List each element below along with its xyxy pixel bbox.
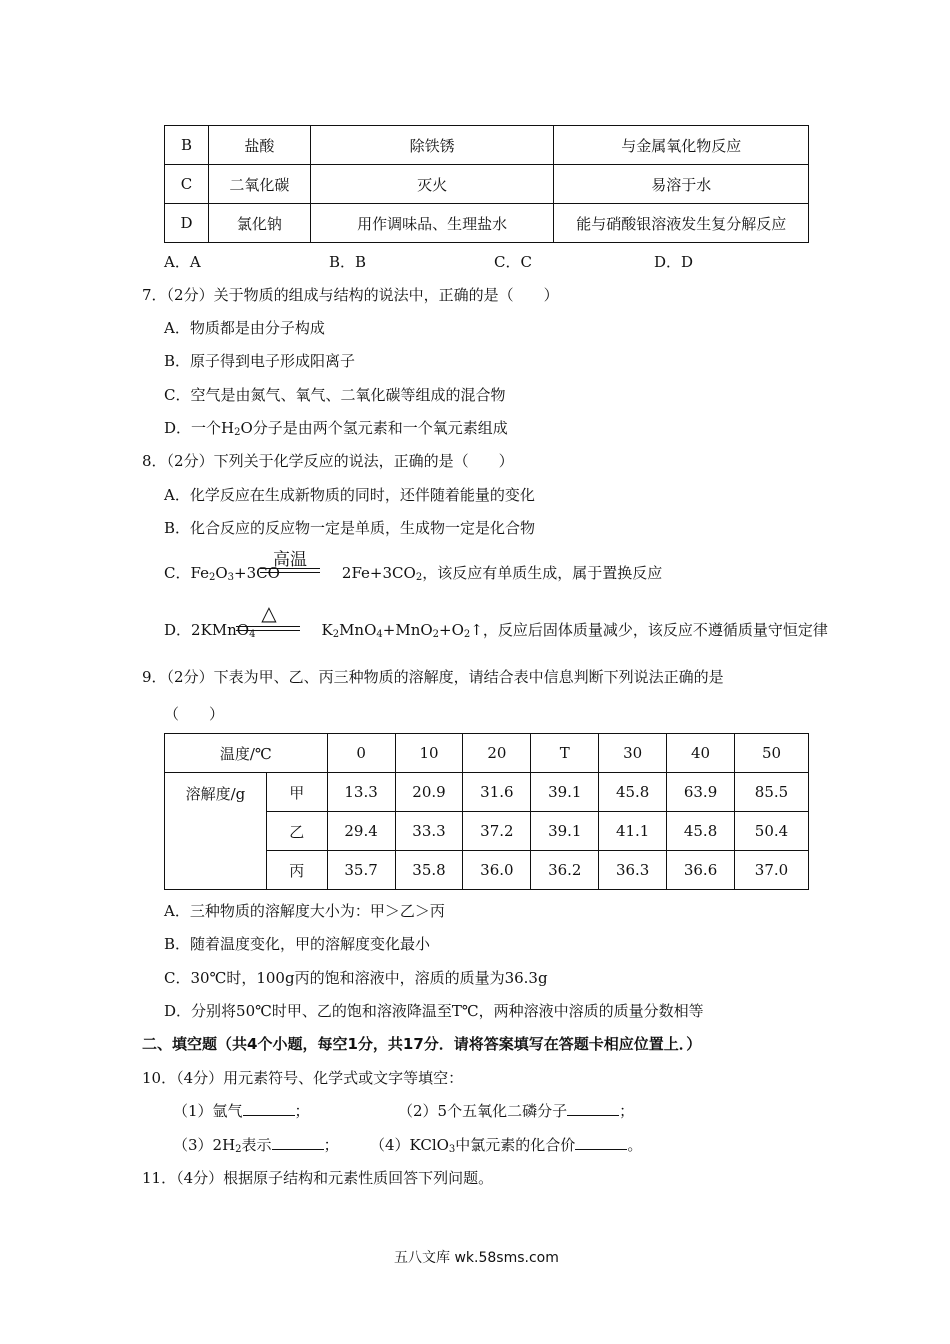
q10-p4-label: 中氯元素的化合价 <box>455 1136 576 1154</box>
q7-option-b: B．原子得到电子形成阳离子 <box>164 352 356 370</box>
value-cell: 36.6 <box>667 851 735 890</box>
equals-sign <box>260 568 320 573</box>
table-cell: D <box>165 204 209 243</box>
q10-p3-label: （3）2H <box>173 1136 236 1154</box>
substance-name: 甲 <box>266 773 327 812</box>
q9-option-d: D．分别将50℃时甲、乙的饱和溶液降温至T℃，两种溶液中溶质的质量分数相等 <box>164 1002 704 1020</box>
value-cell: 35.7 <box>327 851 395 890</box>
reaction-condition-high-temp: 高温 <box>273 550 307 570</box>
q6-option-a: A．A <box>164 253 201 271</box>
equation-left: C．$Fe_2O_3+3CO$ <box>164 564 280 583</box>
value-cell: 31.6 <box>463 773 531 812</box>
q7-option-a: A．物质都是由分子构成 <box>164 319 325 337</box>
punct: ； <box>619 1102 635 1120</box>
answer-blank[interactable] <box>272 1135 324 1150</box>
q10-part-3 <box>173 1134 339 1155</box>
section-heading: 二、填空题（共4个小题，每空1分，共17分．请将答案填写在答题卡相应位置上．） <box>142 1035 702 1053</box>
temperature-label: 温度/℃ <box>165 734 328 773</box>
q7-d-text: D．一个H <box>164 419 235 437</box>
substance-name: 乙 <box>266 812 327 851</box>
temp-cell: 40 <box>667 734 735 773</box>
temp-cell: 10 <box>395 734 463 773</box>
table-row <box>165 204 809 243</box>
temp-cell: 50 <box>735 734 809 773</box>
q9-option-c: C．30℃时，100g丙的饱和溶液中，溶质的质量为36.3g <box>164 969 548 987</box>
heat-triangle-icon: △ <box>261 601 277 625</box>
temp-cell: 30 <box>599 734 667 773</box>
table-cell: 易溶于水 <box>554 165 809 204</box>
table-cell: 能与硝酸银溶液发生复分解反应 <box>554 204 809 243</box>
q11-stem: 11．（4分）根据原子结构和元素性质回答下列问题。 <box>142 1169 494 1187</box>
equation-right: $2Fe+3CO_2$ <box>341 564 423 583</box>
table-header-row <box>165 734 809 773</box>
punct: ； <box>294 1102 310 1120</box>
table-cell: B <box>165 126 209 165</box>
q7-option-d <box>164 417 508 438</box>
footer-watermark: 五八文库 wk.58sms.com <box>394 1250 559 1266</box>
q8-option-a: A．化学反应在生成新物质的同时，还伴随着能量的变化 <box>164 486 535 504</box>
value-cell: 29.4 <box>327 812 395 851</box>
table-row <box>165 773 809 812</box>
answer-blank[interactable] <box>575 1135 627 1150</box>
subscript: 3 <box>448 1144 456 1155</box>
q9-option-a: A．三种物质的溶解度大小为：甲＞乙＞丙 <box>164 902 445 920</box>
q7-d-text: O分子是由两个氢元素和一个氧元素组成 <box>240 419 508 437</box>
q8-c-text: ，该反应有单质生成，属于置换反应 <box>422 564 663 582</box>
q6-option-c: C．C <box>494 253 532 271</box>
answer-blank[interactable] <box>243 1101 295 1116</box>
table-cell: 氯化钠 <box>208 204 310 243</box>
q6-option-b: B．B <box>329 253 367 271</box>
equation-right: $K_2MnO_4+MnO_2+O_2↑$ <box>321 621 483 640</box>
q10-part-2 <box>398 1100 634 1121</box>
table-cell: 用作调味品、生理盐水 <box>310 204 554 243</box>
subscript: 2 <box>235 1144 242 1155</box>
q10-p1-label: （1）氩气 <box>173 1102 243 1120</box>
table-cell: 与金属氧化物反应 <box>554 126 809 165</box>
value-cell: 39.1 <box>531 812 599 851</box>
value-cell: 33.3 <box>395 812 463 851</box>
punct: 。 <box>627 1136 643 1154</box>
value-cell: 45.8 <box>599 773 667 812</box>
q6-option-d: D．D <box>654 253 694 271</box>
value-cell: 45.8 <box>667 812 735 851</box>
q9-paren: （ ） <box>164 705 225 723</box>
solubility-table <box>164 733 809 890</box>
equation-left: D．2KMnO$_4$ <box>164 621 256 640</box>
q8-option-b: B．化合反应的反应物一定是单质，生成物一定是化合物 <box>164 519 536 537</box>
q7-stem: 7．（2分）关于物质的组成与结构的说法中，正确的是（ ） <box>142 286 559 304</box>
value-cell: 37.2 <box>463 812 531 851</box>
solubility-label: 溶解度/g <box>165 773 267 890</box>
table-cell: 除铁锈 <box>310 126 554 165</box>
q9-stem: 9．（2分）下表为甲、乙、丙三种物质的溶解度，请结合表中信息判断下列说法正确的是 <box>142 668 724 686</box>
value-cell: 36.3 <box>599 851 667 890</box>
q10-part-1 <box>173 1100 310 1121</box>
table-cell: 盐酸 <box>208 126 310 165</box>
value-cell: 36.2 <box>531 851 599 890</box>
value-cell: 85.5 <box>735 773 809 812</box>
q9-option-b: B．随着温度变化，甲的溶解度变化最小 <box>164 935 431 953</box>
subscript: 2 <box>234 427 241 438</box>
q8-d-text: ，反应后固体质量减少，该反应不遵循质量守恒定律 <box>482 621 828 639</box>
table-cell: C <box>165 165 209 204</box>
q8-option-c <box>164 562 662 583</box>
table-cell: 二氧化碳 <box>208 165 310 204</box>
value-cell: 39.1 <box>531 773 599 812</box>
substance-name: 丙 <box>266 851 327 890</box>
answer-blank[interactable] <box>567 1101 619 1116</box>
value-cell: 20.9 <box>395 773 463 812</box>
value-cell: 41.1 <box>599 812 667 851</box>
temp-cell: T <box>531 734 599 773</box>
temp-cell: 0 <box>327 734 395 773</box>
q7-option-c: C．空气是由氮气、氧气、二氧化碳等组成的混合物 <box>164 386 506 404</box>
value-cell: 35.8 <box>395 851 463 890</box>
q10-p2-label: （2）5个五氧化二磷分子 <box>398 1102 568 1120</box>
q10-part-4 <box>370 1134 642 1155</box>
value-cell: 36.0 <box>463 851 531 890</box>
q10-p3-label: 表示 <box>241 1136 272 1154</box>
table-cell: 灭火 <box>310 165 554 204</box>
q10-p4-label: （4）KClO <box>370 1136 449 1154</box>
q10-stem: 10．（4分）用元素符号、化学式或文字等填空： <box>142 1069 464 1087</box>
temp-cell: 20 <box>463 734 531 773</box>
table-row <box>165 165 809 204</box>
value-cell: 13.3 <box>327 773 395 812</box>
substance-use-table <box>164 125 809 243</box>
value-cell: 63.9 <box>667 773 735 812</box>
table-row <box>165 126 809 165</box>
value-cell: 50.4 <box>735 812 809 851</box>
value-cell: 37.0 <box>735 851 809 890</box>
q8-stem: 8．（2分）下列关于化学反应的说法，正确的是（ ） <box>142 452 514 470</box>
punct: ； <box>323 1136 339 1154</box>
equals-sign <box>236 626 300 631</box>
